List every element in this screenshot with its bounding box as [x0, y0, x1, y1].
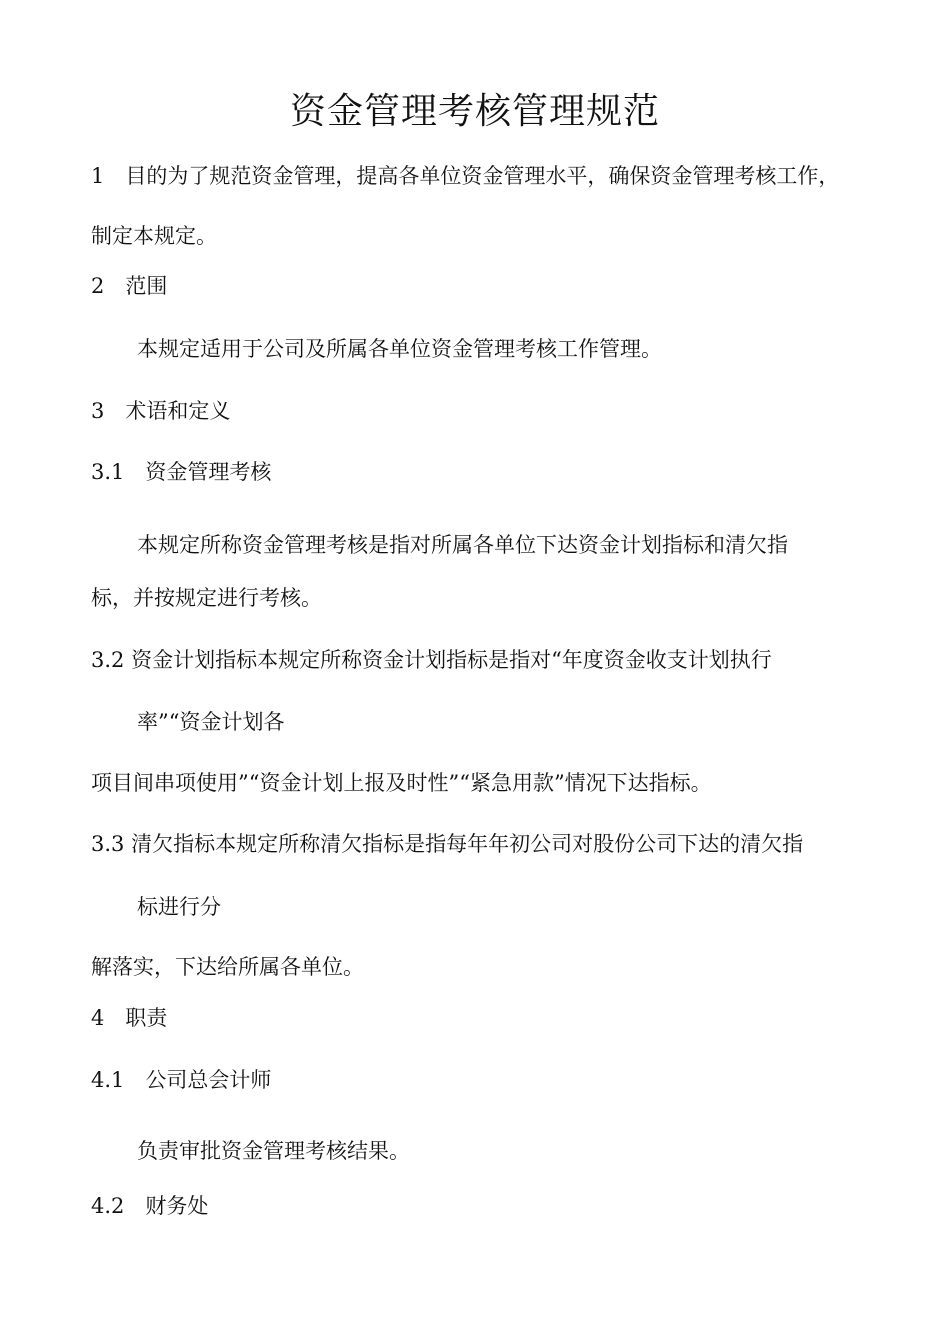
section-3-heading: 3 术语和定义 — [91, 399, 231, 423]
section-3-1-body-line-1: 本规定所称资金管理考核是指对所属各单位下达资金计划指标和清欠指 — [137, 533, 788, 557]
section-3-3-line-1: 3.3 清欠指标本规定所称清欠指标是指每年年初公司对股份公司下达的清欠指 — [91, 832, 804, 856]
section-4-1-body: 负责审批资金管理考核结果。 — [137, 1139, 410, 1163]
section-3-2-line-3: 项目间串项使用”“资金计划上报及时性”“紧急用款”情况下达指标。 — [91, 771, 712, 795]
document-title: 资金管理考核管理规范 — [289, 91, 660, 132]
section-4-1-heading: 4.1 公司总会计师 — [91, 1068, 272, 1092]
section-1-purpose-line-1: 1 目的为了规范资金管理，提高各单位资金管理水平，确保资金管理考核工作， — [91, 164, 840, 188]
section-3-3-line-2: 标进行分 — [137, 895, 221, 919]
section-4-heading: 4 职责 — [91, 1006, 168, 1030]
section-4-2-heading: 4.2 财务处 — [91, 1194, 209, 1218]
section-2-heading: 2 范围 — [91, 274, 168, 298]
section-3-1-body-line-2: 标，并按规定进行考核。 — [91, 586, 322, 610]
section-3-3-line-3: 解落实，下达给所属各单位。 — [91, 955, 364, 979]
section-3-2-line-2: 率”“资金计划各 — [137, 710, 285, 734]
section-3-1-heading: 3.1 资金管理考核 — [91, 460, 272, 484]
section-3-2-line-1: 3.2 资金计划指标本规定所称资金计划指标是指对“年度资金收支计划执行 — [91, 648, 772, 672]
section-1-purpose-line-2: 制定本规定。 — [91, 224, 217, 248]
section-2-body: 本规定适用于公司及所属各单位资金管理考核工作管理。 — [137, 337, 662, 361]
